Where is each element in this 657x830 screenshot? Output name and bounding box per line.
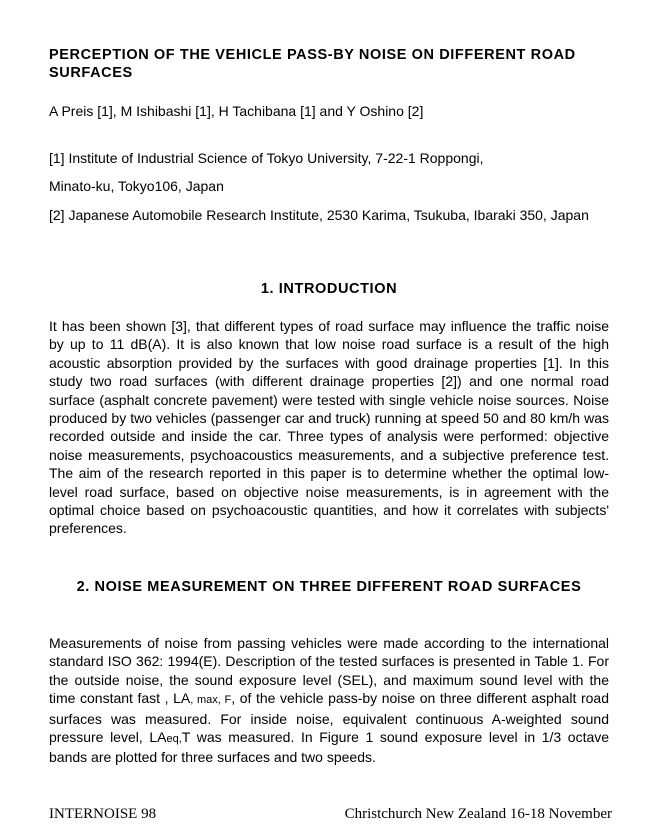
section-2-text-3: was measured. In Figure 1 sound exposure level in 1/3 octave bands are plotted for three surfaces and two speeds. xyxy=(49,729,610,766)
symbol-la-max-f: LA, max, F xyxy=(173,690,232,707)
footer-right: Christchurch New Zealand 16-18 November xyxy=(344,806,612,822)
section-1-heading: 1. INTRODUCTION xyxy=(260,281,398,297)
symbol-laeq-t: LAeq,T xyxy=(149,729,191,746)
section-2-body xyxy=(49,634,609,767)
affiliation-1-line-2: Minato-ku, Tokyo106, Japan xyxy=(49,178,224,194)
section-1-body: It has been shown [3], that different types of road surface may influence the traffic noise by up to 11 dB(A). It is also known that low noise road surface is a result of the high acoustic absorption provided by the surfaces with good drainage properties [1]. In this study two road surfaces (with different drainage properties [2]) and one normal road surface (asphalt concrete pavement) were tested with single vehicle noise sources. Noise produced by two vehicles (passenger car and truck) running at speed 50 and 80 km/h was recorded outside and inside the car. Three types of analysis were performed: objective noise measurements, psychoacoustics measurements, and a subjective preference test. The aim of the research reported in this paper is to determine whether the optimal low-level road surface, based on objective noise measurements, is in agreement with the optimal choice based on psychoacoustic quantities, and how it correlates with subjects' preferences. xyxy=(49,318,609,537)
affiliation-2: [2] Japanese Automobile Research Institute, 2530 Karima, Tsukuba, Ibaraki 350, Japan xyxy=(49,207,589,223)
section-2-text-1: Measurements of noise from passing vehicles were made according to the international standard ISO 362: 1994(E). Description of the tested surfaces is presented in Table 1. For the outside noise, the sound exposure level (SEL), and maximum sound level with the time constant fast , xyxy=(49,635,609,707)
affiliation-1-line-1: [1] Institute of Industrial Science of Tokyo University, 7-22-1 Roppongi, xyxy=(49,150,484,166)
paper-title: PERCEPTION OF THE VEHICLE PASS-BY NOISE ON DIFFERENT ROAD SURFACES xyxy=(49,47,576,81)
authors: A Preis [1], M Ishibashi [1], H Tachibana [1] and Y Oshino [2] xyxy=(49,103,424,119)
footer-left: INTERNOISE 98 xyxy=(49,806,157,822)
section-2-text-2: , of the vehicle pass-by noise on three different asphalt road surfaces was measured. For inside noise, equivalent continuous A-weighted sound pressure level, xyxy=(49,690,609,746)
section-2-heading: 2. NOISE MEASUREMENT ON THREE DIFFERENT ROAD SURFACES xyxy=(76,579,582,595)
